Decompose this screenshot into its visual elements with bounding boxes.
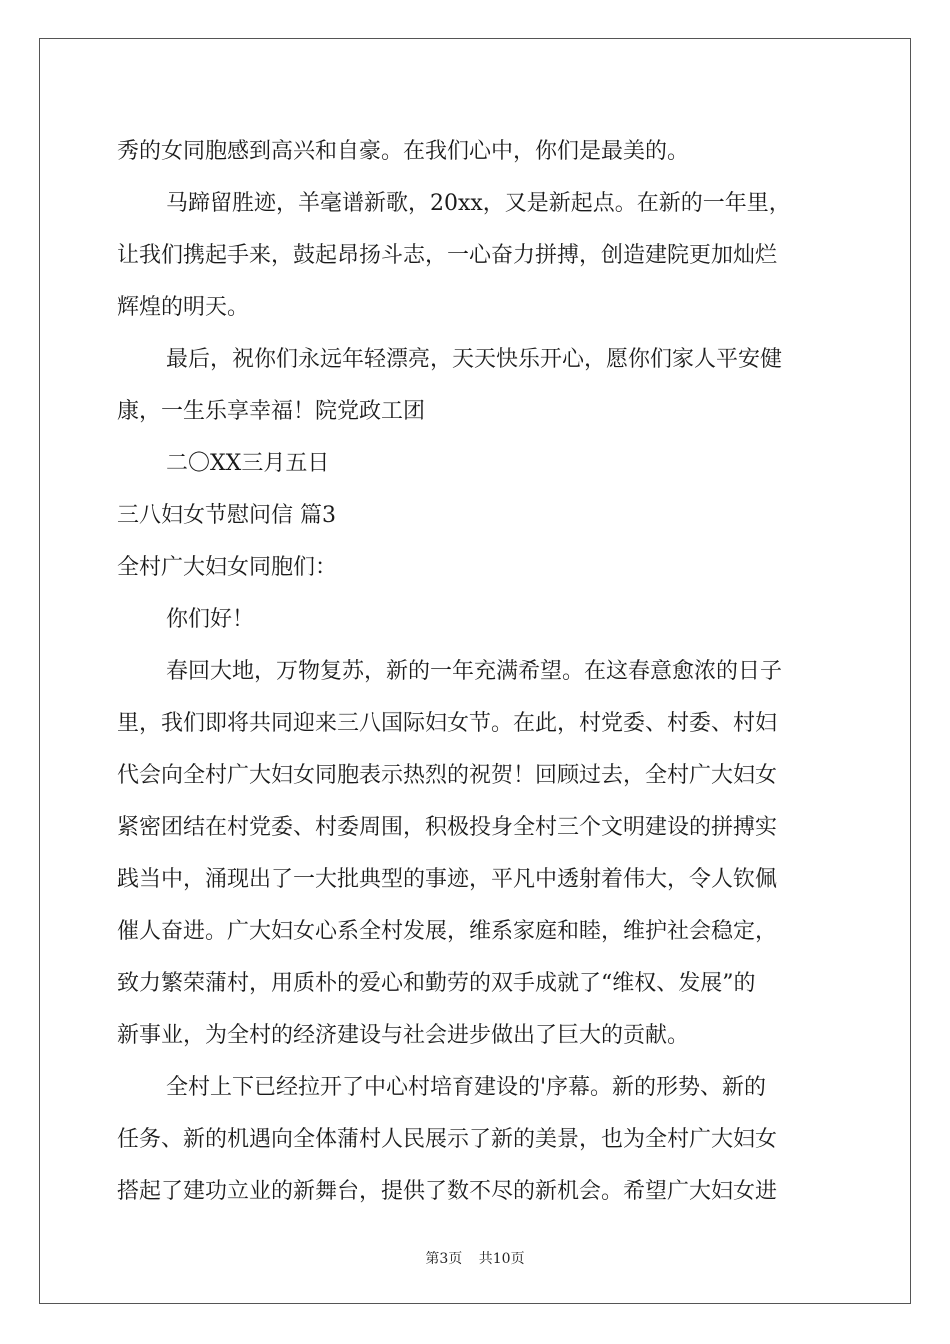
text-line: 任务、新的机遇向全体蒲村人民展示了新的美景，也为全村广大妇女 xyxy=(117,1127,778,1152)
text-line: 你们好！ xyxy=(166,607,255,632)
text-line: 致力繁荣蒲村，用质朴的爱心和勤劳的双手成就了“维权、发展”的 xyxy=(117,971,756,996)
text-line: 辉煌的明天。 xyxy=(117,295,250,320)
text-line: 搭起了建功立业的新舞台，提供了数不尽的新机会。希望广大妇女进 xyxy=(117,1179,778,1204)
text-line: 全村上下已经拉开了中心村培育建设的'序幕。新的形势、新的 xyxy=(166,1075,767,1100)
text-line: 践当中，涌现出了一大批典型的事迹，平凡中透射着伟大，令人钦佩 xyxy=(117,867,778,892)
text-line: 全村广大妇女同胞们： xyxy=(117,555,338,580)
text-line: 三八妇女节慰问信 篇3 xyxy=(117,503,336,528)
text-line: 让我们携起手来，鼓起昂扬斗志，一心奋力拼搏，创造建院更加灿烂 xyxy=(117,243,778,268)
page-footer xyxy=(0,1248,950,1268)
text-line: 春回大地，万物复苏，新的一年充满希望。在这春意愈浓的日子 xyxy=(166,659,783,684)
document-body xyxy=(117,126,833,1218)
text-line: 秀的女同胞感到高兴和自豪。在我们心中，你们是最美的。 xyxy=(117,139,690,164)
text-line: 最后，祝你们永远年轻漂亮，天天快乐开心，愿你们家人平安健 xyxy=(166,347,783,372)
page-total: 共10页 xyxy=(478,1251,525,1267)
text-line: 新事业，为全村的经济建设与社会进步做出了巨大的贡献。 xyxy=(117,1023,690,1048)
text-line: 二〇XX三月五日 xyxy=(166,451,330,476)
text-line: 康，一生乐享幸福！院党政工团 xyxy=(117,399,426,424)
text-line: 催人奋进。广大妇女心系全村发展，维系家庭和睦，维护社会稳定， xyxy=(117,919,778,944)
text-line: 代会向全村广大妇女同胞表示热烈的祝贺！回顾过去，全村广大妇女 xyxy=(117,763,778,788)
text-line: 里，我们即将共同迎来三八国际妇女节。在此，村党委、村委、村妇 xyxy=(117,711,778,736)
text-line: 马蹄留胜迹，羊毫谱新歌，20xx，又是新起点。在新的一年里， xyxy=(166,191,791,216)
page-number: 第3页 xyxy=(425,1251,463,1267)
text-line: 紧密团结在村党委、村委周围，积极投身全村三个文明建设的拼搏实 xyxy=(117,815,778,840)
